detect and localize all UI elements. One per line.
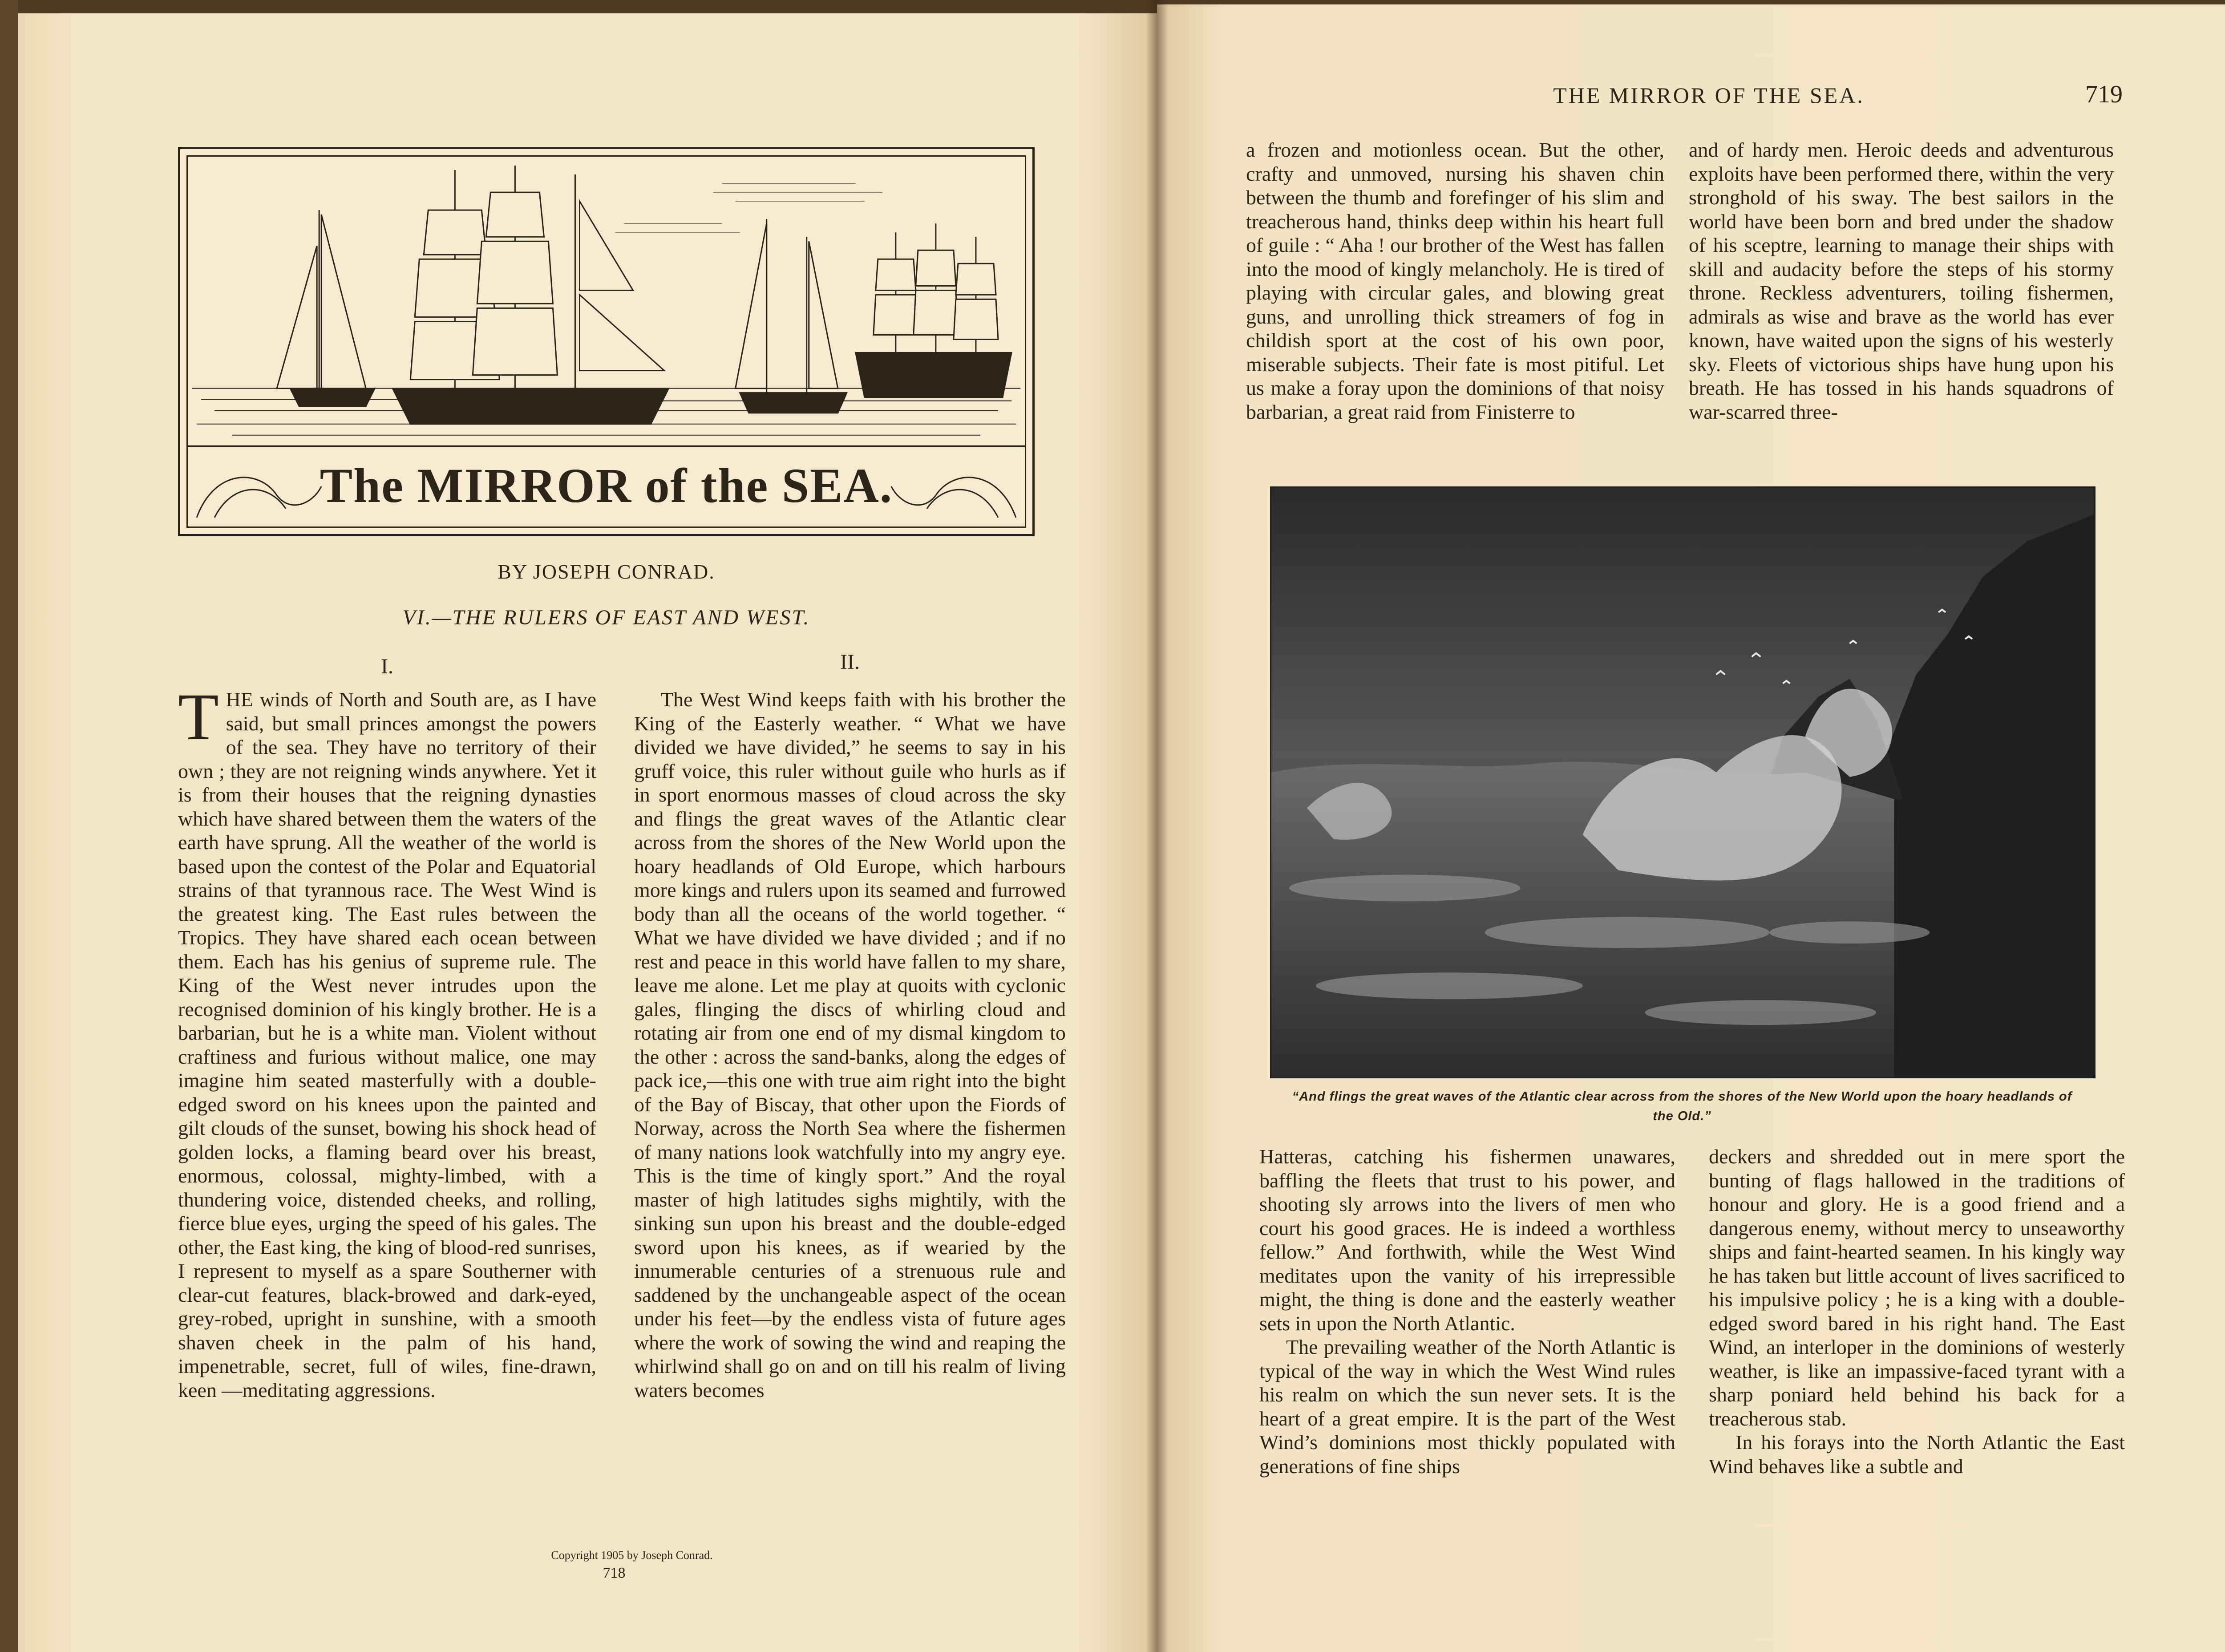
right-column-1 — [1246, 138, 1664, 424]
banner-inner-frame — [186, 155, 1026, 528]
section-label-1: I. — [381, 655, 393, 678]
left-page — [18, 13, 1157, 1652]
banner-title: The MIRROR of the SEA. — [320, 458, 893, 513]
left-column-1 — [178, 680, 596, 1402]
column-text: a frozen and motionless ocean. But the other, crafty and unmoved, nursing his shaven chin between the thumb and forefinger of his slim and treacherous hand, thinks deep within his heart full of guile : “ Aha ! our brother of the West has fallen into the mood of kingly melancholy. He is tired of playing with circular gales, and blowing great guns, and unrolling thick streamers of fog in childish sport at the cost of his own poor, miserable subjects. Their fate is most pitiful. Let us make a foray upon the dominions of that noisy barbarian, a great raid from Finisterre to — [1246, 138, 1664, 423]
copyright-notice: Copyright 1905 by Joseph Conrad. — [551, 1549, 713, 1562]
right-page — [1157, 4, 2225, 1652]
illustration-caption: “And flings the great waves of the Atlantic clear across from the shores of the New World upon the hoary headlands of the Old.” — [1292, 1089, 2072, 1123]
running-head: THE MIRROR OF THE SEA. — [1553, 83, 1865, 108]
paragraph: Hatteras, catching his fishermen unawares, baffling the fleets that trust to his power, and shooting sly arrows into the livers of men who court his good graces. He is indeed a worthless fellow.” And forthwith, while the West Wind meditates upon the vanity of his irrepressible might, the thing is done and the easterly weather sets in upon the North Atlantic. — [1259, 1145, 1675, 1335]
left-column-2 — [634, 688, 1066, 1402]
cover-edge — [0, 0, 18, 1652]
column-text: and of hardy men. Heroic deeds and adventurous exploits have been performed there, within the very stronghold of his sway. The best sailors in the world have been born and bred under the shadow of his sceptre, learning to manage their ships with skill and audacity before the steps of his stormy throne. Reckless adventurers, toiling fishermen, admirals as wise and brave as the world has ever known, have waited upon the signs of his westerly sky. Fleets of victorious ships have hung upon his breath. He has tossed in his hands squadrons of war-scarred three- — [1689, 138, 2114, 423]
right-column-2 — [1689, 138, 2114, 424]
paragraph: The prevailing weather of the North Atlantic is typical of the way in which the West Wind rules his realm on which the sun never sets. It is the heart of a great empire. It is the part of the West Wind’s dominions most thickly populated with generations of fine ships — [1259, 1336, 1675, 1478]
column-text: The West Wind keeps faith with his brother the King of the Easterly weather. “ What we have divided we have divided,” he seems to say in his gruff voice, this ruler without guile who hurls as if in sport enormous masses of cloud across the sky and flings the great waves of the Atlantic clear across from the shores of the New World upon the hoary headlands of Old Europe, which harbours more kings and rulers upon its seamed and furrowed body than all the oceans of the world together. “ What we have divided we have divided ; and if no rest and peace in this world have fallen to my share, leave me alone. Let me play at quoits with cyclonic gales, flinging the discs of whirling cloud and rotating air from one end of my dismal kingdom to the other : across the sand-banks, along the edges of pack ice,—this one with true aim right into the bight of the Bay of Biscay, that other upon the Fiords of Norway, across the North Sea where the fishermen of many nations look watchfully into my angry eye. This is the time of kingly sport.” And the royal master of high latitudes sighs mightily, with the sinking sun upon his breast and the double-edged sword upon his knees, as if wearied by the innumerable centuries of a strenuous rule and saddened by the unchangeable aspect of the ocean under his feet—by the endless vista of future ages where the work of sowing the wind and reaping the whirlwind shall go on and on till his realm of living waters becomes — [634, 688, 1066, 1401]
right-column-3 — [1259, 1145, 1675, 1478]
byline: BY JOSEPH CONRAD. — [498, 560, 715, 583]
paragraph: deckers and shredded out in mere sport the bunting of flags hallowed in the traditions of honour and glory. He is a good friend and a dangerous enemy, without mercy to unseaworthy ships and faint-hearted seamen. In his kingly way he has taken but little account of lives sacrificed to his impulsive policy ; he is a king with a double-edged sword bared in his right hand. The East Wind, an interloper in the dominions of westerly weather, is like an impassive-faced tyrant with a sharp poniard held behind his back for a treacherous stab. — [1709, 1145, 2125, 1430]
page-number-left: 718 — [603, 1565, 626, 1581]
stormy-sea-illustration — [1270, 486, 2096, 1078]
paragraph: In his forays into the North Atlantic the East Wind behaves like a subtle and — [1709, 1431, 2125, 1478]
title-banner — [178, 147, 1035, 536]
right-column-4 — [1709, 1145, 2125, 1478]
page-number-right: 719 — [2085, 81, 2123, 108]
column-text: HE winds of North and South are, as I have said, but small princes amongst the powers of the sea. They have no territory of their own ; they are not reigning winds anywhere. Yet it is from their houses that the reigning dynasties which have shared between them the waters of the earth have sprung. All the weather of the world is based upon the contest of the Polar and Equatorial strains of that tyrannous race. The West Wind is the greatest king. The East rules between the Tropics. They have shared each ocean between them. Each has his genius of supreme rule. The King of the West never intrudes upon the recognised dominion of his kingly brother. He is a barbarian, but he is a white man. Violent without craftiness and furious without malice, one may imagine him seated masterfully with a double-edged sword on his knees upon the painted and gilt clouds of the sunset, bowing his shock head of golden locks, a flaming beard over his breast, enormous, colossal, mighty-limbed, with a thundering voice, distended cheeks, and rolling, fierce blue eyes, urging the speed of his gales. The other, the East king, the king of blood-red sunrises, I represent to myself as a spare Southerner with clear-cut features, black-browed and dark-eyed, grey-robed, upright in sunshine, with a smooth shaven cheek in the palm of his hand, impenetrable, secret, full of wiles, fine-drawn, keen —meditating aggressions. — [178, 688, 596, 1401]
page-gutter-shadow — [1146, 0, 1168, 1652]
drop-cap: T — [178, 680, 219, 754]
chapter-subtitle: VI.—THE RULERS OF EAST AND WEST. — [402, 606, 810, 629]
section-label-2: II. — [840, 650, 860, 674]
stormy-sea-image — [1271, 488, 2094, 1077]
